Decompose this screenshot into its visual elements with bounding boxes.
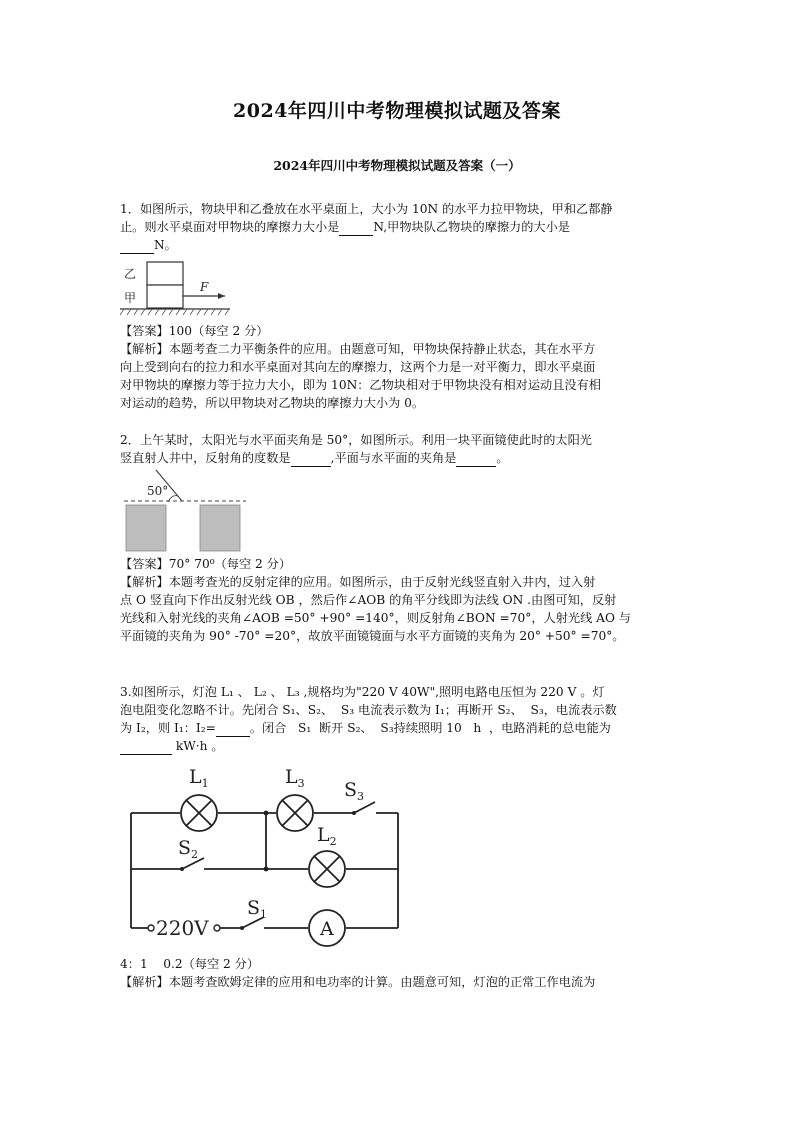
q3-blank-1 bbox=[216, 723, 250, 737]
terminal-left-icon bbox=[148, 925, 154, 931]
q2-line2 bbox=[120, 449, 680, 467]
label-source: 220V bbox=[156, 916, 209, 940]
q3-blank-2 bbox=[120, 741, 172, 755]
table-hatch bbox=[120, 309, 229, 315]
angle-label: 50° bbox=[147, 484, 169, 498]
q2-analysis-2: 点 O 竖直向下作出反射光线 OB ，然后作∠AOB 的角平分线即为法线 ON .由图可知，反射 bbox=[120, 593, 617, 607]
q3-line4 bbox=[120, 737, 680, 755]
q3-circuit-diagram bbox=[118, 762, 408, 952]
q2-line2-text-a: 竖直射人井中，反射角的度数是 bbox=[120, 451, 291, 465]
label-s3: $S_3$ bbox=[344, 779, 365, 803]
q1-blank-2 bbox=[120, 240, 154, 254]
page-subtitle: 2024年四川中考物理模拟试题及答案（一） bbox=[273, 158, 521, 173]
lamp-l2-icon bbox=[309, 851, 345, 887]
q3-line1: 3.如图所示，灯泡 L₁ 、 L₂ 、 L₃ ,规格均为"220 V 40W",照明电路电压恒为 220 V 。灯 bbox=[120, 685, 605, 699]
q2-line2-text-c: 。 bbox=[496, 451, 509, 465]
q2-well-figure bbox=[120, 466, 252, 554]
q1-line1: 1．如图所示，物块甲和乙叠放在水平桌面上，大小为 10N 的水平力拉甲物块，甲和乙都静 bbox=[120, 202, 613, 216]
page-title: 2024年四川中考物理模拟试题及答案 bbox=[233, 100, 561, 122]
lamp-l3-icon bbox=[277, 795, 313, 831]
q3-line2: 泡电阻变化忽略不计。先闭合 S₁、S₂、 S₃ 电流表示数为 I₁；再断开 S₂、 S₃，电流表示数 bbox=[120, 703, 617, 717]
terminal-right-icon bbox=[214, 925, 220, 931]
s3-contact-icon bbox=[352, 811, 356, 815]
q2-analysis-4: 平面镜的夹角为 90° -70° =20°，故放平面镜镜面与水平方面镜的夹角为 20° +50° =70°。 bbox=[120, 629, 625, 643]
q3-line3-text-a: 为 I₂，则 I₁：I₂= bbox=[120, 721, 216, 735]
q3-line4-text: kW·h 。 bbox=[172, 739, 224, 753]
label-jia: 甲 bbox=[124, 291, 137, 305]
ammeter-icon bbox=[309, 910, 345, 946]
q1-blank-1 bbox=[339, 222, 373, 236]
q1-line3-text: N。 bbox=[154, 238, 177, 252]
q1-line2-text-b: N,甲物块队乙物块的摩擦力的大小是 bbox=[373, 220, 570, 234]
label-yi: 乙 bbox=[124, 267, 137, 281]
block-jia bbox=[147, 285, 183, 308]
q2-blank-2 bbox=[456, 453, 496, 467]
lamp-l1-icon bbox=[181, 795, 217, 831]
q1-line2-text-a: 止。则水平桌面对甲物块的摩擦力大小是 bbox=[120, 220, 340, 234]
q1-analysis-2: 向上受到向右的拉力和水平桌面对其向左的摩擦力，这两个力是一对平衡力，即水平桌面 bbox=[120, 360, 596, 374]
q3-line3 bbox=[120, 719, 680, 737]
label-s1: $S_1$ bbox=[247, 897, 268, 921]
block-yi bbox=[147, 262, 183, 285]
q2-analysis-3: 光线和入射光线的夹角∠AOB =50° +90° =140°，则反射角∠BON =70°，人射光线 AO 与 bbox=[120, 611, 631, 625]
q2-blank-1 bbox=[291, 453, 331, 467]
well-wall-right bbox=[200, 505, 240, 551]
junction-top-icon bbox=[264, 811, 269, 816]
q2-analysis-1: 【解析】本题考查光的反射定律的应用。如图所示，由于反射光线竖直射入井内，过入射 bbox=[120, 575, 596, 589]
s1-contact-icon bbox=[240, 926, 244, 930]
well-wall-left bbox=[126, 505, 166, 551]
s2-contact-icon bbox=[180, 867, 184, 871]
q2-line1: 2．上午某时，太阳光与水平面夹角是 50°，如图所示。利用一块平面镜使此时的太阳光 bbox=[120, 433, 592, 447]
q3-line3-text-b: 。闭合 S₁ 断开 S₂、 S₃持续照明 10 h ，电路消耗的总电能为 bbox=[249, 721, 611, 735]
q2-line2-text-b: ,平面与水平面的夹角是 bbox=[330, 451, 457, 465]
q1-line3 bbox=[120, 236, 680, 254]
q1-answer: 【答案】100（每空 2 分） bbox=[120, 324, 269, 338]
junction-mid-icon bbox=[264, 867, 269, 872]
force-arrow-icon bbox=[218, 293, 225, 299]
label-l1: $L_1$ bbox=[189, 766, 209, 790]
q3-analysis-1: 【解析】本题考查欧姆定律的应用和电功率的计算。由题意可知，灯泡的正常工作电流为 bbox=[120, 975, 596, 989]
q1-line2 bbox=[120, 218, 680, 236]
label-s2: $S_2$ bbox=[178, 837, 199, 861]
label-l3: $L_3$ bbox=[285, 766, 305, 790]
q1-analysis-1: 【解析】本题考查二力平衡条件的应用。由题意可知，甲物块保持静止状态，其在水平方 bbox=[120, 342, 596, 356]
label-force: F bbox=[200, 280, 209, 294]
q1-block-figure bbox=[120, 258, 232, 318]
q3-answer: 4：1 0.2（每空 2 分） bbox=[120, 957, 260, 971]
label-l2: $L_2$ bbox=[317, 824, 337, 848]
q1-analysis-4: 对运动的趋势，所以甲物块对乙物块的摩擦力大小为 0。 bbox=[120, 396, 425, 410]
q2-answer: 【答案】70° 70⁰（每空 2 分） bbox=[120, 557, 292, 571]
q1-analysis-3: 对甲物块的摩擦力等于拉力大小，即为 10N：乙物块相对于甲物块没有相对运动且没有相 bbox=[120, 378, 601, 392]
ammeter-label: A bbox=[320, 918, 334, 940]
